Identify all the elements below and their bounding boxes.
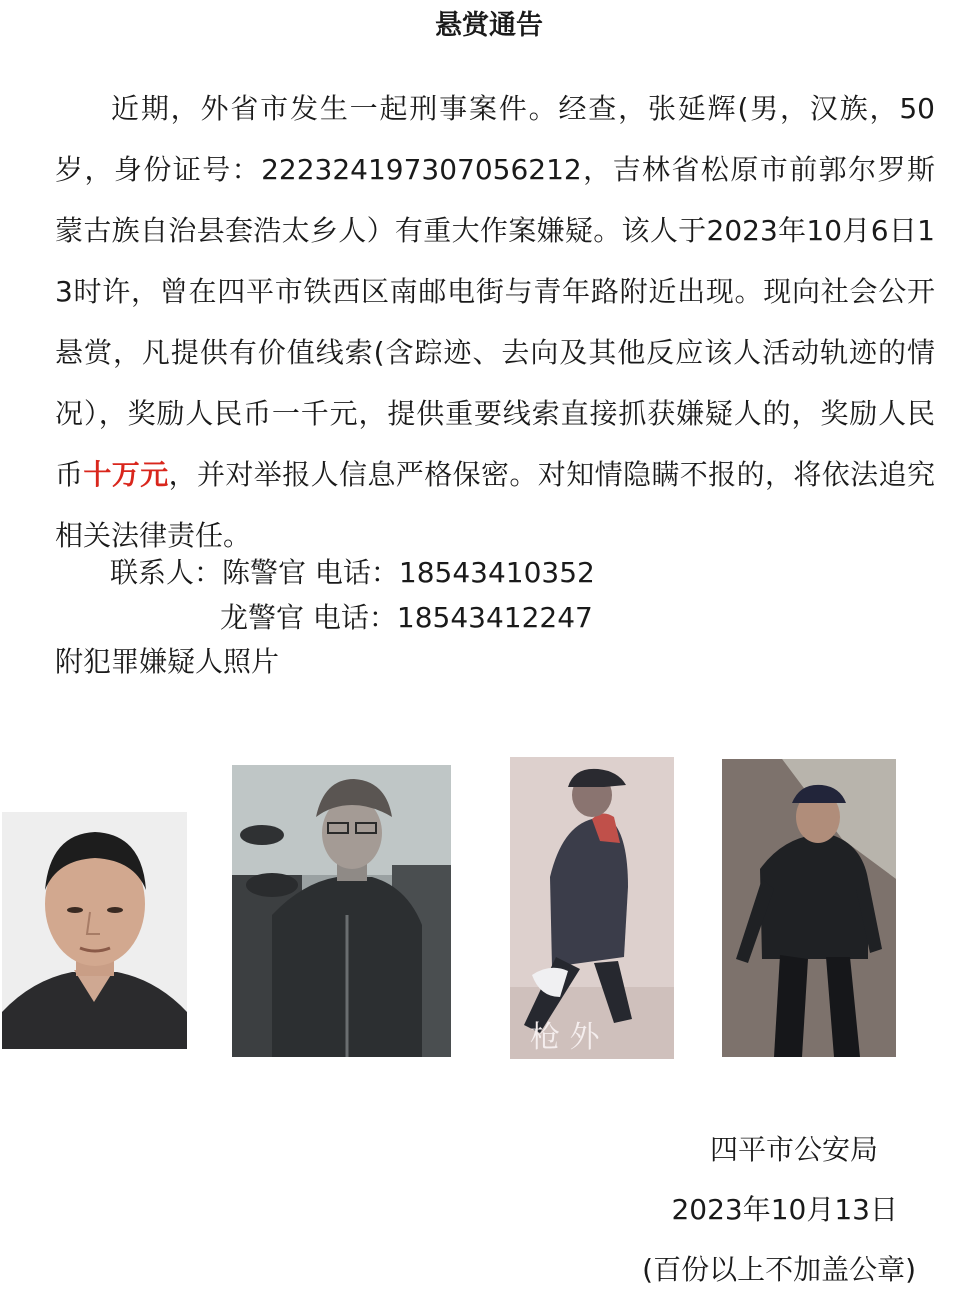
suspect-portrait-photo xyxy=(2,812,187,1049)
suspect-cctv-photo-2 xyxy=(510,757,674,1059)
contact-line-long: 龙警官 电话：18543412247 xyxy=(220,601,593,634)
photo-watermark: 枪 外 xyxy=(530,1020,600,1055)
suspect-cctv-photo-1 xyxy=(232,765,451,1057)
notice-title: 悬赏通告 xyxy=(435,10,543,41)
body-text-part-1: 近期，外省市发生一起刑事案件。经查，张延辉(男，汉族，50岁，身份证号：222324197307056212，吉林省松原市前郭尔罗斯蒙古族自治县套浩太乡人）有重大作案嫌疑。该人于2023年10月6日13时许，曾在四平市铁西区南邮电街与青年路附近出现。现向社会公开悬赏，凡提供有价值线索(含踪迹、去向及其他反应该人活动轨迹的情况），奖励人民币一千元，提供重要线索直接抓获嫌疑人的，奖励人民币 xyxy=(55,92,935,491)
attachment-label: 附犯罪嫌疑人照片 xyxy=(55,645,280,678)
seal-note: (百份以上不加盖公章) xyxy=(642,1253,916,1286)
notice-body xyxy=(55,78,935,566)
issuing-authority: 四平市公安局 xyxy=(709,1133,878,1166)
suspect-cctv-photo-3 xyxy=(722,759,896,1057)
reward-amount: 十万元 xyxy=(83,458,169,491)
issue-date: 2023年10月13日 xyxy=(671,1193,898,1226)
body-text-part-2: ，并对举报人信息严格保密。对知情隐瞒不报的，将依法追究相关法律责任。 xyxy=(55,458,935,552)
contact-line-chen: 联系人：陈警官 电话：18543410352 xyxy=(110,556,595,589)
